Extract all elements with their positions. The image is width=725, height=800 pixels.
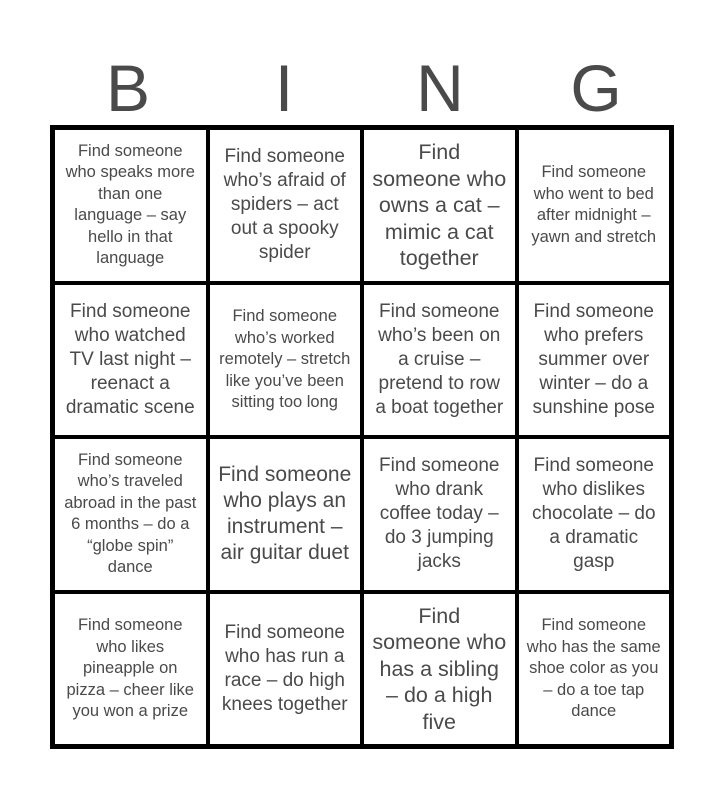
bingo-cell[interactable] bbox=[53, 592, 208, 747]
cell-text: Find someone who has a sibling – do a high five bbox=[372, 603, 507, 734]
bingo-cell[interactable] bbox=[53, 283, 208, 438]
cell-text: Find someone who watched TV last night – reenact a dramatic scene bbox=[65, 300, 195, 418]
cell-text: Find someone who’s afraid of spiders – act out a spooky spider bbox=[223, 146, 346, 264]
bingo-cell[interactable] bbox=[517, 592, 672, 747]
bingo-board bbox=[50, 125, 674, 749]
bingo-cell[interactable] bbox=[208, 592, 363, 747]
cell-text: Find someone who went to bed after midnight – yawn and stretch bbox=[531, 163, 657, 246]
bingo-cell[interactable] bbox=[362, 283, 517, 438]
bingo-cell[interactable] bbox=[53, 128, 208, 283]
cell-text: Find someone who plays an instrument – air guitar duet bbox=[218, 463, 352, 565]
bingo-cell[interactable] bbox=[208, 283, 363, 438]
bingo-cell[interactable] bbox=[517, 283, 672, 438]
bingo-cell[interactable] bbox=[517, 437, 672, 592]
header-letter-b: B bbox=[105, 51, 151, 125]
header-letter-n: N bbox=[416, 51, 464, 125]
cell-text: Find someone who’s been on a cruise – pretend to row a boat together bbox=[375, 300, 504, 418]
cell-text: Find someone who has the same shoe color as you – do a toe tap dance bbox=[526, 616, 661, 720]
bingo-header bbox=[50, 52, 674, 124]
bingo-cell[interactable] bbox=[362, 437, 517, 592]
bingo-cell[interactable] bbox=[517, 128, 672, 283]
bingo-cell[interactable] bbox=[208, 128, 363, 283]
cell-text: Find someone who owns a cat – mimic a cat together bbox=[372, 140, 507, 270]
header-letter-g: G bbox=[570, 51, 622, 125]
cell-text: Find someone who dislikes chocolate – do a dramatic gasp bbox=[531, 455, 656, 573]
bingo-cell[interactable] bbox=[53, 437, 208, 592]
cell-text: Find someone who speaks more than one language – say hello in that language bbox=[65, 141, 195, 268]
cell-text: Find someone who’s worked remotely – stretch like you’ve been sitting too long bbox=[219, 307, 351, 411]
bingo-cell[interactable] bbox=[208, 437, 363, 592]
bingo-cell[interactable] bbox=[362, 592, 517, 747]
cell-text: Find someone who has run a race – do high knees together bbox=[221, 621, 348, 715]
cell-text: Find someone who likes pineapple on pizza – cheer like you won a prize bbox=[66, 616, 194, 720]
bingo-cell[interactable] bbox=[362, 128, 517, 283]
cell-text: Find someone who’s traveled abroad in the past 6 months – do a “globe spin” dance bbox=[64, 450, 197, 577]
header-letter-i: I bbox=[274, 51, 294, 125]
cell-text: Find someone who drank coffee today – do 3 jumping jacks bbox=[379, 455, 500, 573]
cell-text: Find someone who prefers summer over winter – do a sunshine pose bbox=[532, 300, 656, 418]
